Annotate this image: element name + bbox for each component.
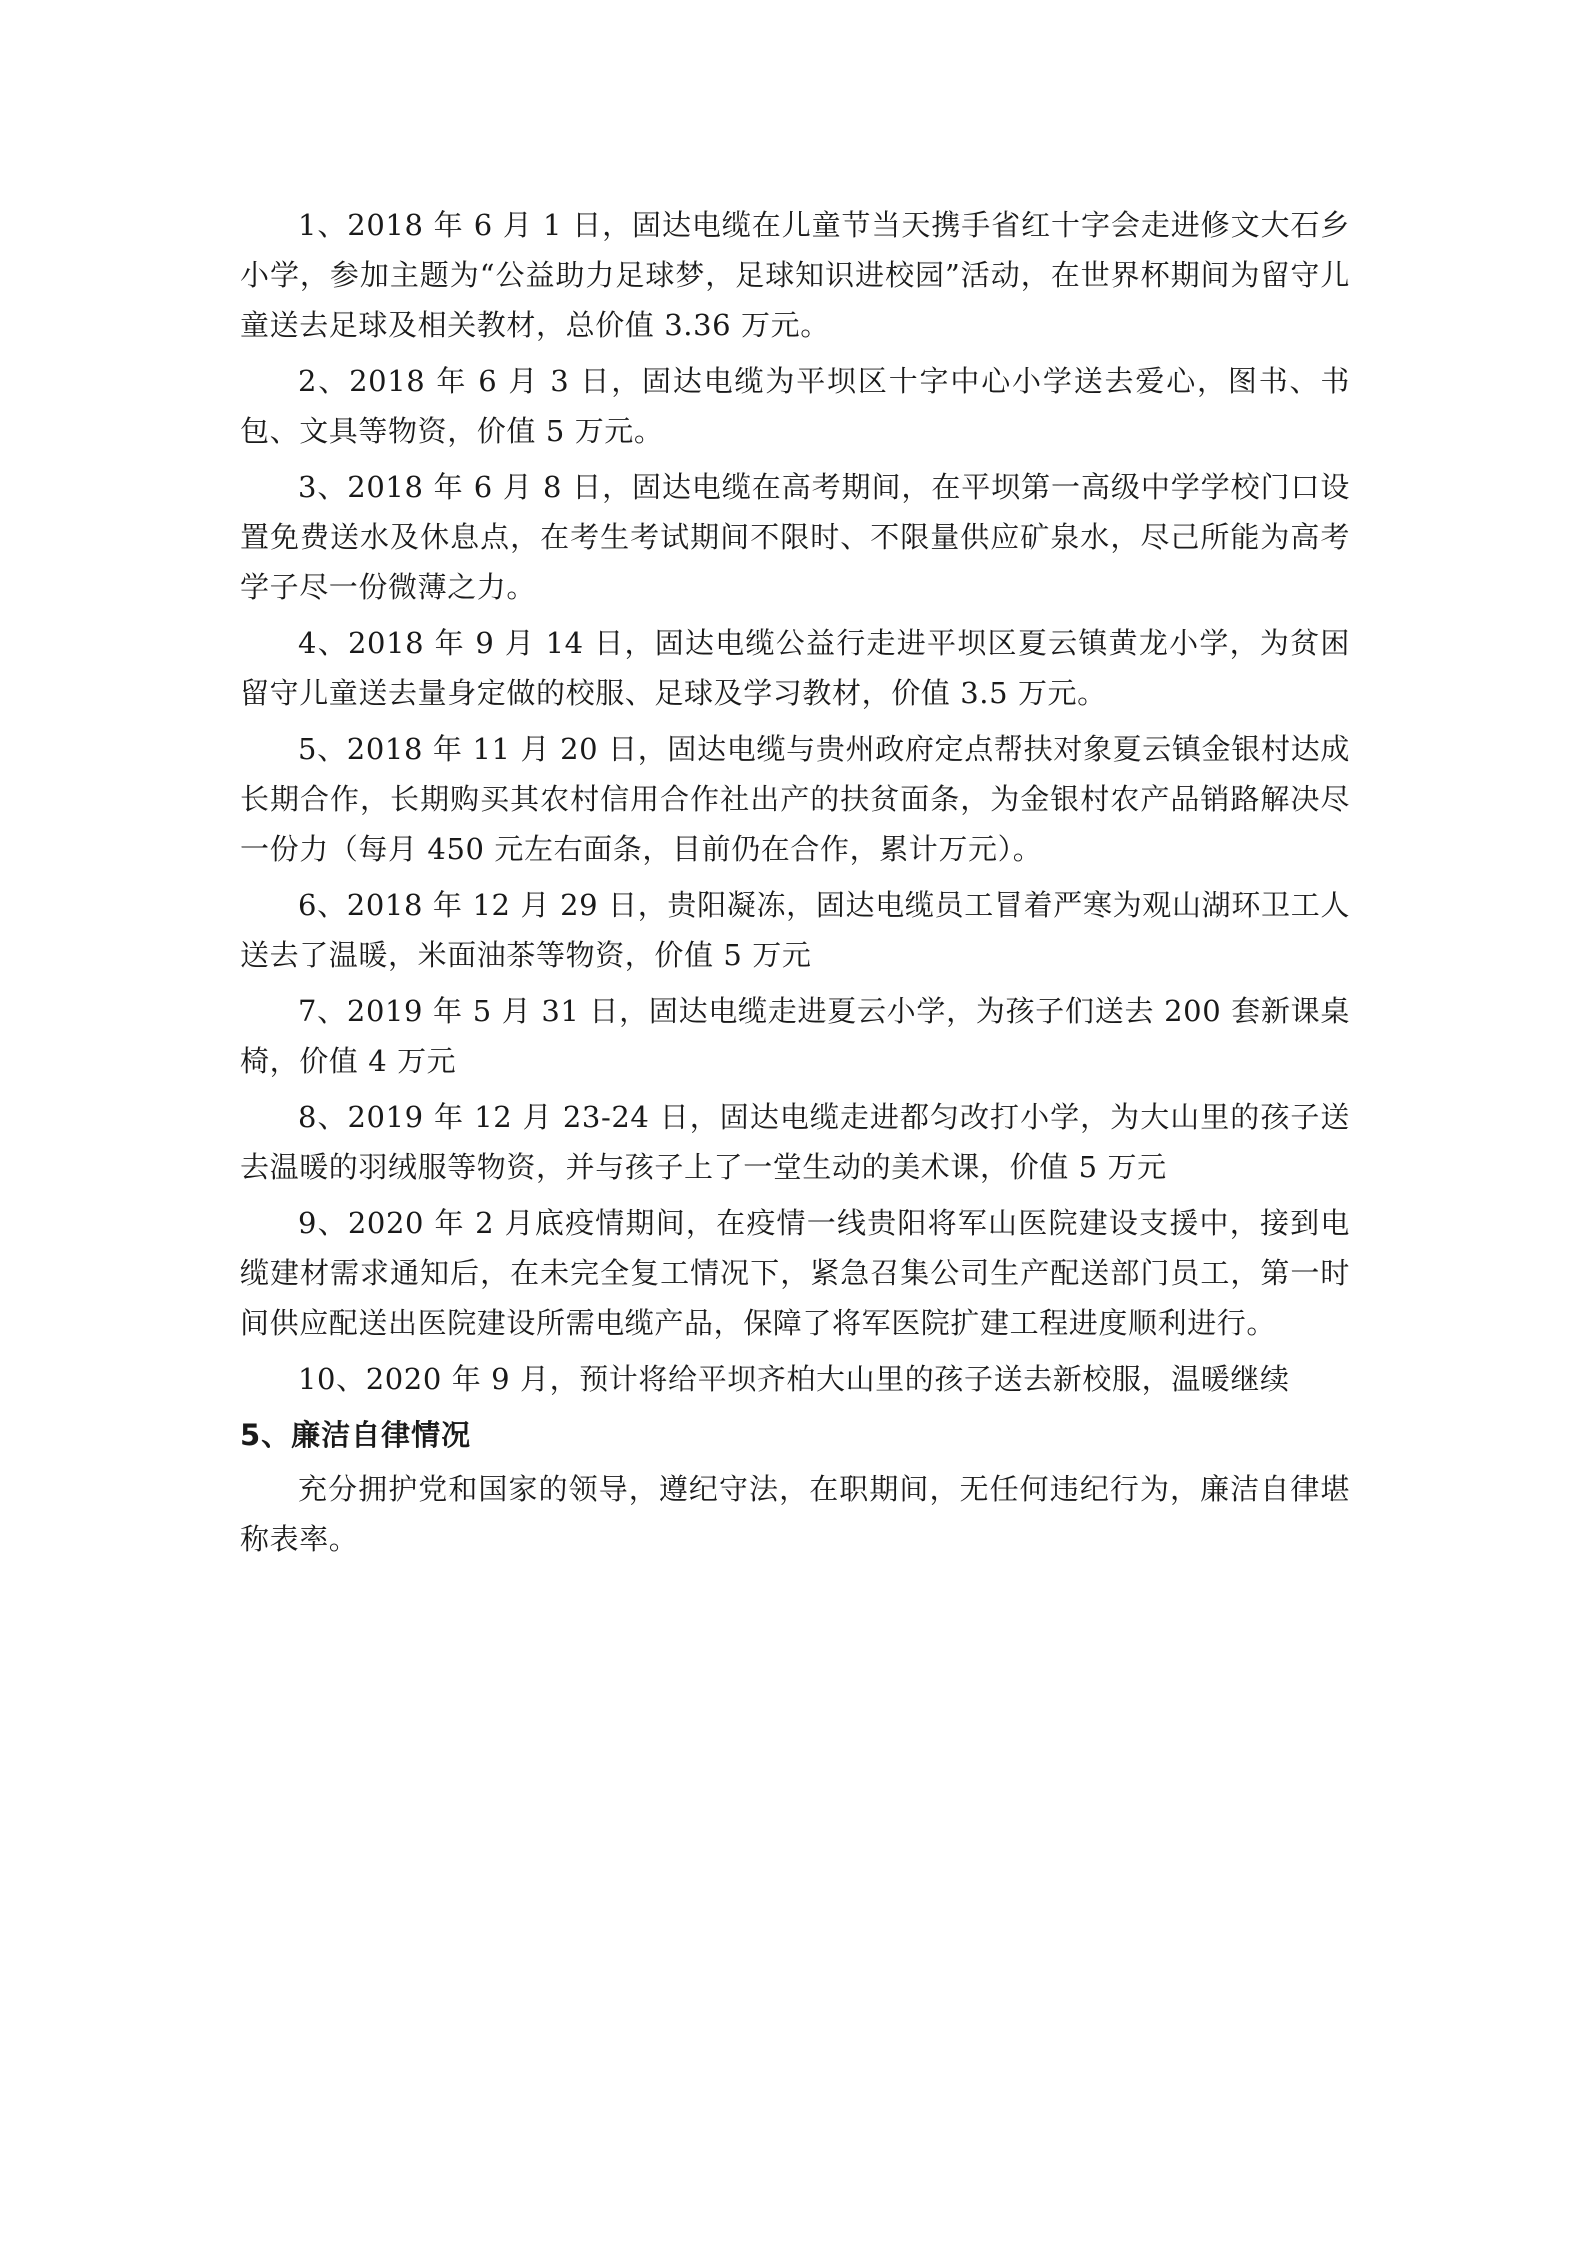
charity-item-3: 3、2018 年 6 月 8 日，固达电缆在高考期间，在平坝第一高级中学学校门口设置免费送水及休息点，在考生考试期间不限时、不限量供应矿泉水，尽己所能为高考学子尽一份微薄之力。 — [240, 470, 1350, 604]
charity-item-1: 1、2018 年 6 月 1 日，固达电缆在儿童节当天携手省红十字会走进修文大石乡小学，参加主题为“公益助力足球梦，足球知识进校园”活动，在世界杯期间为留守儿童送去足球及相关教材，总价值 3.36 万元。 — [240, 208, 1350, 342]
document-page — [240, 200, 1350, 1570]
charity-item-7: 7、2019 年 5 月 31 日，固达电缆走进夏云小学，为孩子们送去 200 套新课桌椅，价值 4 万元 — [240, 994, 1350, 1078]
charity-item-4: 4、2018 年 9 月 14 日，固达电缆公益行走进平坝区夏云镇黄龙小学，为贫困留守儿童送去量身定做的校服、足球及学习教材，价值 3.5 万元。 — [240, 626, 1350, 710]
charity-item-10: 10、2020 年 9 月，预计将给平坝齐柏大山里的孩子送去新校服，温暖继续 — [298, 1362, 1290, 1396]
charity-item-8: 8、2019 年 12 月 23-24 日，固达电缆走进都匀改打小学，为大山里的孩子送去温暖的羽绒服等物资，并与孩子上了一堂生动的美术课，价值 5 万元 — [240, 1100, 1350, 1184]
charity-item-6: 6、2018 年 12 月 29 日，贵阳凝冻，固达电缆员工冒着严寒为观山湖环卫工人送去了温暖，米面油茶等物资，价值 5 万元 — [240, 888, 1350, 972]
charity-item-2: 2、2018 年 6 月 3 日，固达电缆为平坝区十字中心小学送去爱心，图书、书包、文具等物资，价值 5 万元。 — [240, 364, 1350, 448]
section-body: 充分拥护党和国家的领导，遵纪守法，在职期间，无任何违纪行为，廉洁自律堪称表率。 — [240, 1472, 1350, 1556]
charity-item-9: 9、2020 年 2 月底疫情期间，在疫情一线贵阳将军山医院建设支援中，接到电缆建材需求通知后，在未完全复工情况下，紧急召集公司生产配送部门员工，第一时间供应配送出医院建设所需电缆产品，保障了将军医院扩建工程进度顺利进行。 — [240, 1206, 1350, 1340]
section-heading: 5、廉洁自律情况 — [240, 1418, 472, 1452]
charity-item-5: 5、2018 年 11 月 20 日，固达电缆与贵州政府定点帮扶对象夏云镇金银村达成长期合作，长期购买其农村信用合作社出产的扶贫面条，为金银村农产品销路解决尽一份力（每月 450 元左右面条，目前仍在合作，累计万元）。 — [240, 732, 1350, 866]
